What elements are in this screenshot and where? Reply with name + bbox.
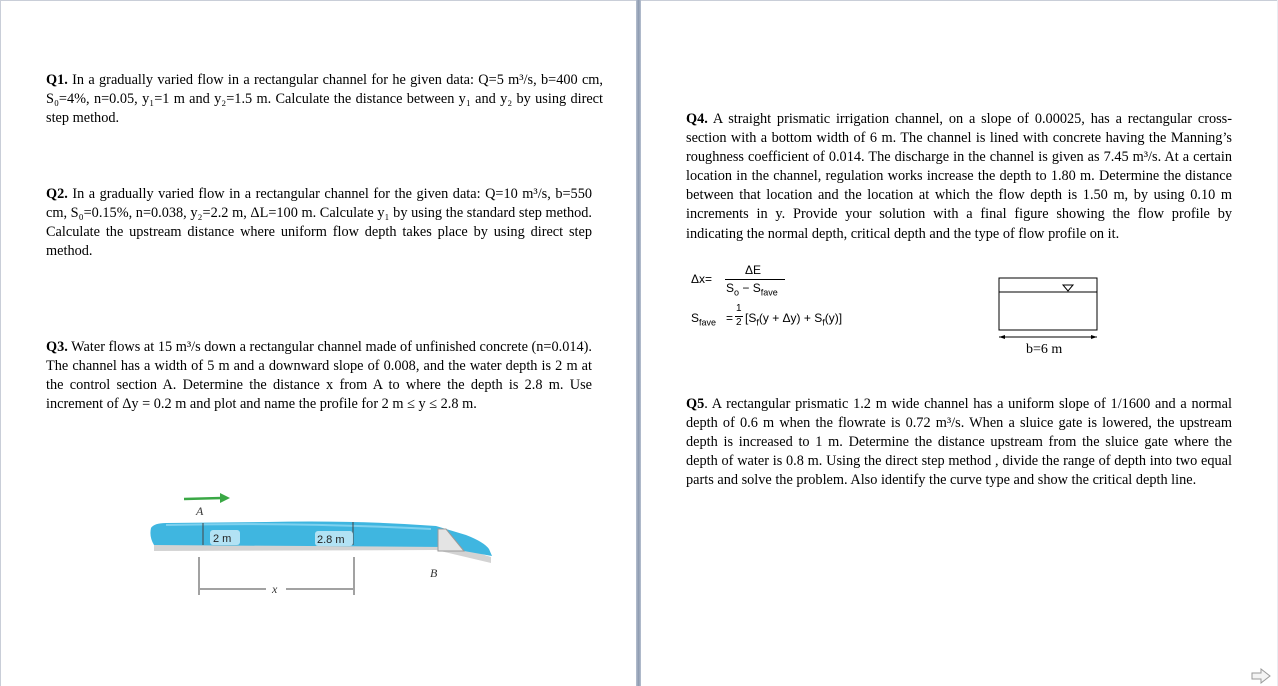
question-3-label: Q3.	[46, 339, 68, 355]
fraction-bar	[725, 279, 785, 280]
depth-label-b: 2.8 m	[317, 534, 345, 546]
delta-x-denominator: $S_o - S_{fave}$	[726, 281, 778, 298]
half-denominator: 2	[736, 317, 742, 328]
question-4-label: Q4.	[686, 111, 708, 127]
question-5	[686, 395, 1232, 490]
question-2-label: Q2.	[46, 186, 68, 202]
friction-slope-formula: $S_{fave}$ = 1 2 $[S_f(y + \Delta y) + S_f(y)]$	[691, 303, 843, 328]
question-4-text: A straight prismatic irrigation channel, on a slope of 0.00025, has a rectangular cross-section with a bottom width of 6 m. The channel is lined with concrete having the Manning’s roughness coefficient of 0.014. The discharge in the channel is given as 7.45 m³/s. At a certain location in the channel, regulation works increase the depth to 1.80 m. Determine the distance between that location and the location at which the flow depth is 1.50 m, by using 0.10 m increments in y. Provide your solution with a final figure showing the flow profile by indicating the normal depth, critical depth and the type of flow profile on it.	[686, 111, 1232, 242]
delta-x-numerator: ΔE	[745, 263, 762, 277]
next-page-arrow-icon[interactable]	[1250, 668, 1272, 684]
question-5-text: . A rectangular prismatic 1.2 m wide channel has a uniform slope of 1/1600 and a normal depth of 0.6 m when the flowrate is 0.72 m³/s. When a sluice gate is lowered, the upstream depth is increased to 1 m. Determine the distance upstream from the sluice gate where the depth of water is 0.8 m. Using the direct step method , divide the range of depth into two equal parts and solve the problem. Also identify the curve type and show the critical depth line.	[686, 396, 1232, 489]
section-label-b: B	[430, 566, 438, 580]
channel-figure	[146, 489, 496, 604]
sf-lhs: $S_{fave}$	[691, 311, 717, 328]
question-2-text: In a gradually varied flow in a rectangular channel for the given data: Q=10 m³/s, b=550 cm, S₀=0.15%, n=0.038, y₂=2.2 m, ΔL=100 m. Calculate y₁ by using the standard step method. Calculate the upstream distance where uniform flow depth takes place by using direct step method.	[46, 186, 592, 260]
distance-label-x: x	[272, 582, 278, 596]
question-1	[46, 71, 603, 128]
delta-x-lhs: Δx=	[691, 272, 713, 286]
half-numerator: 1	[736, 303, 742, 314]
question-1-text: In a gradually varied flow in a rectangular channel for he given data: Q=5 m³/s, b=400 cm, S₀=4%, n=0.05, y₁=1 m and y₂=1.5 m. Calculate the distance between y₁ and y₂ by using direct step method.	[46, 72, 603, 127]
question-5-label: Q5	[686, 396, 705, 412]
question-1-label: Q1.	[46, 72, 68, 88]
flow-arrow-icon	[184, 493, 230, 503]
document-page-right	[641, 0, 1277, 686]
question-2	[46, 185, 592, 261]
water-surface-icon	[1063, 285, 1073, 291]
sf-rhs: $[S_f(y + \Delta y) + S_f(y)]$	[745, 311, 843, 328]
question-4	[686, 110, 1232, 244]
section-label-a: A	[196, 504, 204, 518]
depth-label-a: 2 m	[213, 533, 232, 545]
question-3	[46, 338, 592, 414]
question-3-text: Water flows at 15 m³/s down a rectangular channel made of unfinished concrete (n=0.014). The channel has a width of 5 m and a downward slope of 0.008, and the water depth is 2 m at the control section A. Determine the distance x from A to where the depth is 2.8 m. Use increment of Δy = 0.2 m and plot and name the profile for 2 m ≤ y ≤ 2.8 m.	[46, 339, 592, 413]
document-page-left	[0, 0, 636, 686]
delta-x-formula	[691, 263, 801, 303]
cross-section-figure	[997, 275, 1101, 359]
bottom-width-label: b=6 m	[1026, 342, 1063, 357]
